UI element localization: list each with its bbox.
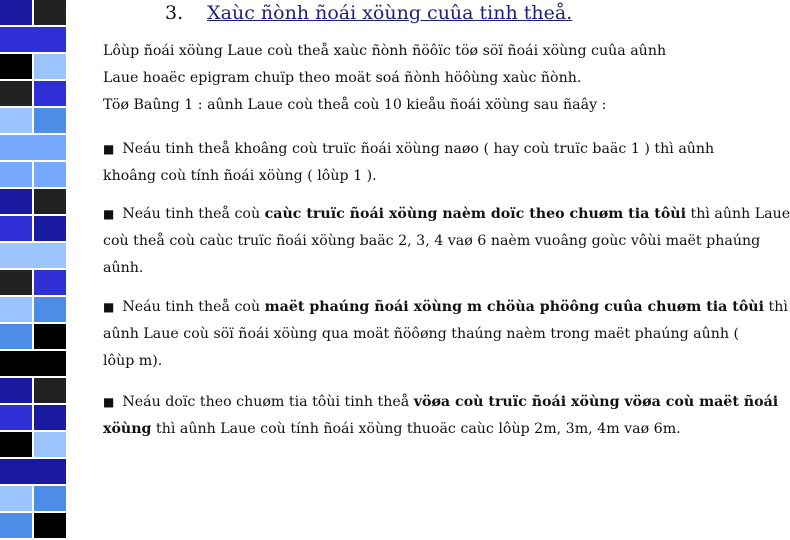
intro-line: Töø Baûng 1 : aûnh Laue coù theå coù 10 kieåu ñoái xöùng sau ñaây : [103, 97, 607, 113]
strip-block [0, 270, 32, 295]
strip-block [34, 189, 66, 214]
strip-block [0, 243, 66, 268]
strip-block [0, 513, 32, 538]
section-number: 3. [165, 2, 184, 24]
strip-block [34, 405, 66, 430]
decorative-block-strip [0, 0, 68, 540]
bullet-text: thì [764, 299, 788, 315]
bullet-bold-text: caùc truïc ñoái xöùng naèm doïc theo chuøm tia tôùi [264, 206, 686, 222]
strip-block [0, 459, 66, 484]
square-bullet-icon: ■ [103, 395, 115, 409]
strip-block [0, 27, 66, 52]
strip-block [34, 513, 66, 538]
intro-line: Lôùp ñoái xöùng Laue coù theå xaùc ñònh ñöôïc töø söï ñoái xöùng cuûa aûnh [103, 43, 667, 59]
bullet-bold-text: vöøa coù truïc ñoái xöùng vöøa coù maët ñoái [413, 394, 779, 410]
strip-block [0, 324, 32, 349]
strip-block [0, 486, 32, 511]
bullet-text: aûnh. [103, 260, 144, 276]
strip-block [34, 378, 66, 403]
strip-block [0, 0, 32, 25]
bullet-text: coù theå coù caùc truïc ñoái xöùng baäc 2, 3, 4 vaø 6 naèm vuoâng goùc vôùi maët phaúng [103, 233, 761, 249]
strip-block [0, 108, 32, 133]
bullet-text: Neáu doïc theo chuøm tia tôùi tinh theå [122, 394, 414, 410]
section-title [165, 2, 572, 24]
bullet-text: Neáu tinh theå khoâng coù truïc ñoái xöùng naøo ( hay coù truïc baäc 1 ) thì aûnh [122, 141, 715, 157]
strip-block [0, 297, 32, 322]
square-bullet-icon: ■ [103, 207, 115, 221]
strip-block [0, 189, 32, 214]
bullet-paragraph-1 [103, 136, 715, 190]
strip-block [34, 216, 66, 241]
strip-block [0, 351, 66, 376]
strip-block [34, 324, 66, 349]
strip-block [34, 0, 66, 25]
strip-block [34, 297, 66, 322]
bullet-text: lôùp m). [103, 353, 163, 369]
strip-block [0, 378, 32, 403]
square-bullet-icon: ■ [103, 142, 115, 156]
intro-paragraph [103, 38, 685, 119]
strip-block [34, 270, 66, 295]
square-bullet-icon: ■ [103, 300, 115, 314]
strip-block [0, 405, 32, 430]
strip-block [34, 108, 66, 133]
strip-block [34, 486, 66, 511]
bullet-text: khoâng coù tính ñoái xöùng ( lôùp 1 ). [103, 168, 377, 184]
bullet-text: thì aûnh Laue [685, 206, 790, 222]
strip-block [0, 81, 32, 106]
strip-block [0, 135, 66, 160]
bullet-paragraph-3 [103, 294, 788, 375]
strip-block [34, 81, 66, 106]
bullet-bold-text: xöùng [103, 421, 152, 437]
bullet-paragraph-4 [103, 389, 779, 443]
strip-block [34, 432, 66, 457]
bullet-text: Neáu tinh theå coù [122, 206, 265, 222]
strip-block [0, 432, 32, 457]
strip-block [0, 162, 32, 187]
strip-block [34, 162, 66, 187]
section-heading: Xaùc ñònh ñoái xöùng cuûa tinh theå. [207, 2, 573, 24]
strip-block [0, 54, 32, 79]
bullet-text: Neáu tinh theå coù [122, 299, 265, 315]
intro-line: Laue hoaëc epigram chuïp theo moät soá ñònh höôùng xaùc ñònh. [103, 70, 582, 86]
bullet-text: aûnh Laue coù söï ñoái xöùng qua moät ñöôøng thaúng naèm trong maët phaúng aûnh ( [103, 326, 740, 342]
bullet-text: thì aûnh Laue coù tính ñoái xöùng thuoäc caùc lôùp 2m, 3m, 4m vaø 6m. [151, 421, 681, 437]
strip-block [0, 216, 32, 241]
bullet-bold-text: maët phaúng ñoái xöùng m chöùa phöông cuûa chuøm tia tôùi [264, 299, 765, 315]
strip-block [34, 54, 66, 79]
bullet-paragraph-2 [103, 201, 790, 282]
